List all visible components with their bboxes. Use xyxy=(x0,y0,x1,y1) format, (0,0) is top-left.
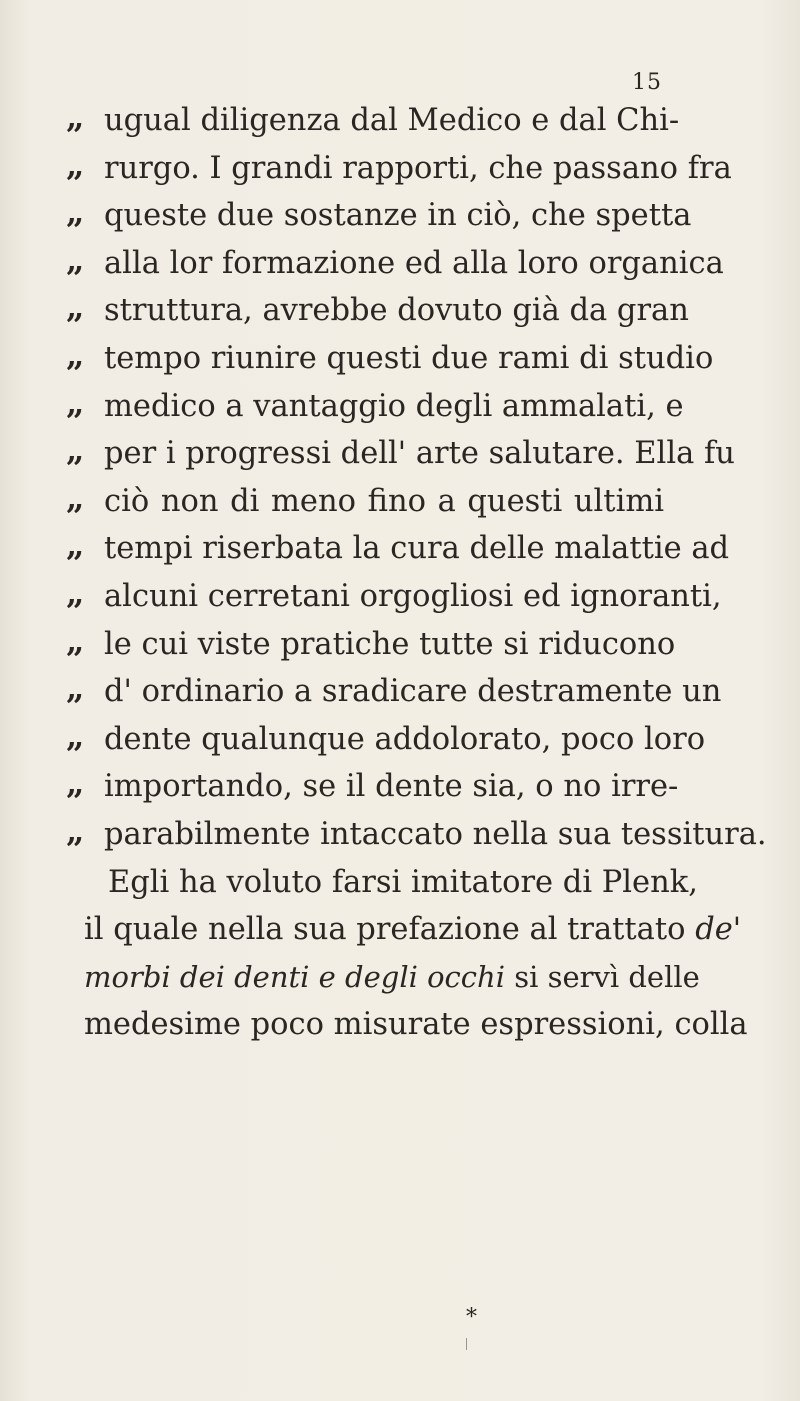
book-title-italic: morbi dei denti e degli occhi xyxy=(84,959,505,994)
line-text: d' ordinario a sradicare destramente un xyxy=(104,674,722,710)
line-text: struttura, avrebbe dovuto già da gran xyxy=(104,293,689,329)
quote-mark: „ xyxy=(66,526,85,565)
quote-mark: „ xyxy=(66,193,85,232)
quote-mark: „ xyxy=(66,383,85,422)
line-text: dente qualunque addolorato, poco loro xyxy=(104,721,706,757)
line-text-rest: si servì delle xyxy=(514,959,700,994)
line-text: parabilmente intaccato nella sua tessitura. xyxy=(104,816,767,852)
line-text: queste due sostanze in ciò, che spetta xyxy=(104,198,692,234)
text-line xyxy=(0,478,800,526)
quote-mark: „ xyxy=(66,716,85,755)
quote-mark: „ xyxy=(66,145,85,184)
text-line xyxy=(0,954,800,1002)
quote-mark: „ xyxy=(66,431,85,470)
text-line xyxy=(0,763,800,811)
line-text: ugual diligenza dal Medico e dal Chi- xyxy=(104,103,680,138)
text-line xyxy=(0,240,800,288)
text-line xyxy=(0,145,800,193)
quote-mark: „ xyxy=(66,240,85,279)
line-text-de: de' xyxy=(695,912,742,948)
text-line xyxy=(0,716,800,764)
line-text: tempo riunire questi due rami di studio xyxy=(104,340,714,376)
printer-mark xyxy=(466,1338,467,1350)
line-text: alla lor formazione ed alla loro organica xyxy=(104,245,724,281)
line-text: ciò non di meno fino a questi ultimi xyxy=(104,483,664,519)
text-line xyxy=(0,192,800,240)
line-text: alcuni cerretani orgogliosi ed ignoranti, xyxy=(104,578,722,614)
line-text: le cui viste pratiche tutte si riducono xyxy=(104,626,676,662)
text-line xyxy=(0,906,800,954)
quote-mark: „ xyxy=(66,764,85,803)
quote-mark: „ xyxy=(66,98,85,136)
quote-mark: „ xyxy=(66,288,85,327)
text-line xyxy=(0,1001,800,1049)
text-line xyxy=(0,335,800,383)
line-text xyxy=(84,906,742,954)
line-text: medico a vantaggio degli ammalati, e xyxy=(104,388,684,424)
quote-mark: „ xyxy=(66,669,85,708)
line-text-main: il quale nella sua prefazione al trattato xyxy=(84,912,686,948)
quote-mark: „ xyxy=(66,573,85,612)
text-line xyxy=(0,859,800,907)
text-line xyxy=(0,287,800,335)
text-block xyxy=(0,97,800,1049)
line-text: Egli ha voluto farsi imitatore di Plenk, xyxy=(108,864,698,900)
quote-mark: „ xyxy=(66,811,85,850)
text-line xyxy=(0,97,800,145)
text-line xyxy=(0,525,800,573)
text-line xyxy=(0,383,800,431)
line-text: importando, se il dente sia, o no irre- xyxy=(104,769,679,805)
line-text: medesime poco misurate espressioni, colla xyxy=(84,1007,748,1043)
quote-mark: „ xyxy=(66,335,85,374)
line-text xyxy=(84,954,700,1002)
quote-mark: „ xyxy=(66,621,85,660)
text-line xyxy=(0,668,800,716)
text-line xyxy=(0,811,800,859)
quote-mark: „ xyxy=(66,478,85,517)
text-line xyxy=(0,430,800,478)
page-number: 15 xyxy=(632,70,662,95)
line-text: tempi riserbata la cura delle malattie ad xyxy=(104,531,730,567)
text-line xyxy=(0,621,800,669)
signature-mark: * xyxy=(466,1305,477,1330)
text-line xyxy=(0,573,800,621)
line-text: rurgo. I grandi rapporti, che passano fra xyxy=(104,150,732,186)
line-text: per i progressi dell' arte salutare. Ella fu xyxy=(104,436,735,472)
